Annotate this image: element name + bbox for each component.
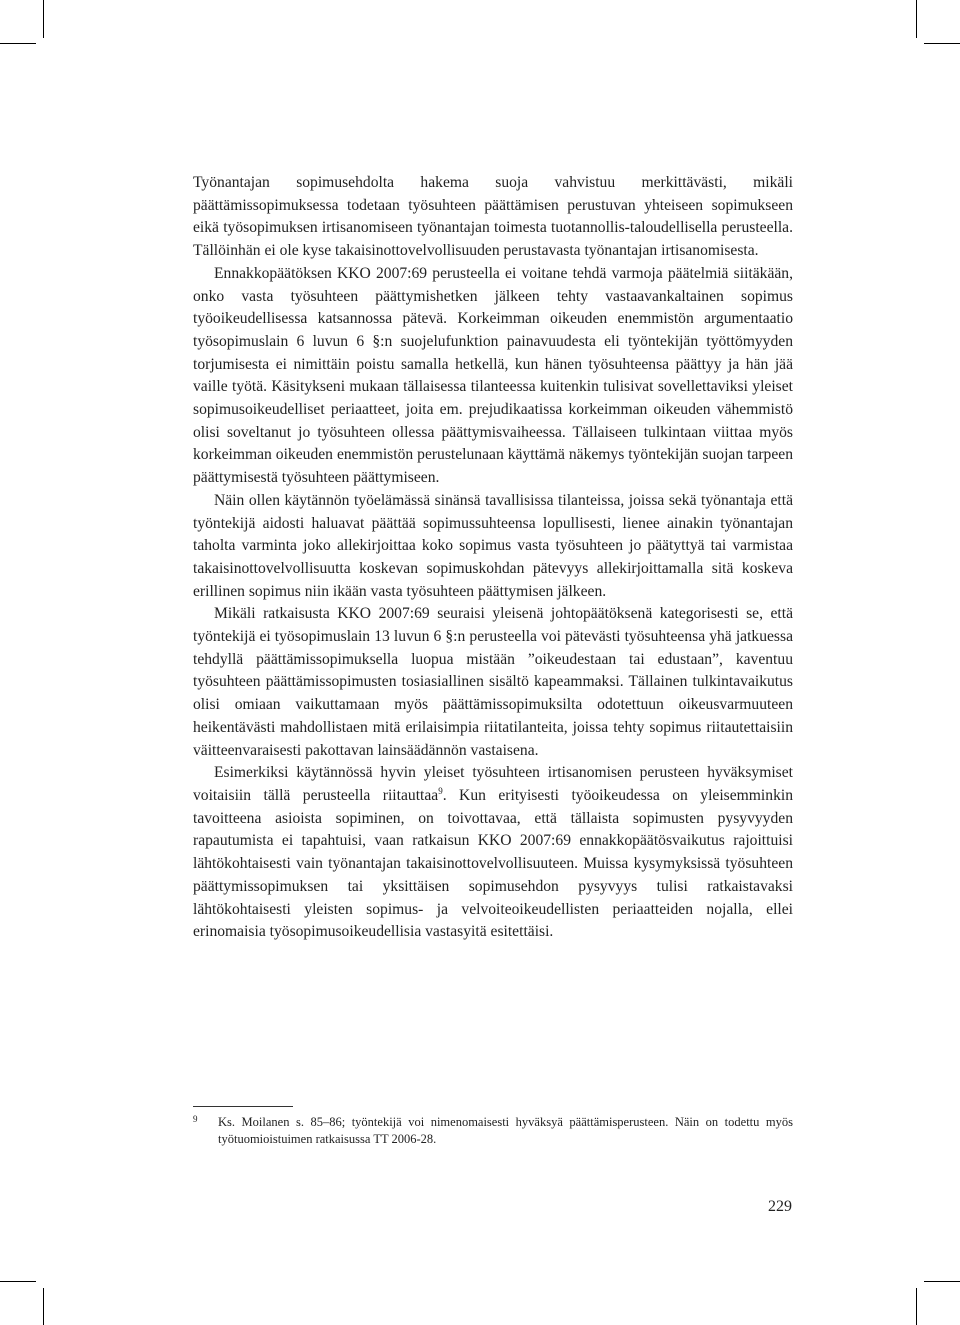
paragraph-with-footnote-ref [193,762,793,944]
crop-mark [924,1281,960,1282]
footnote-number: 9 [193,1114,198,1124]
paragraph-text: . Kun erityisesti työoikeudessa on yleisemminkin tavoitteena asioista sopiminen, on toivottavaa, että tällaista sopimusten pysyvyyden rapautumista ei tapahtuisi, vaan ratkaisun KKO 2007:69 ennakkopäätösvaikutus rajoittuisi lähtökohtaisesti vain työnantajan takaisinottovelvollisuuteen. Muissa kysymyksissä työsuhteen päättymissopimuksen tai yksittäisen sopimusehdon pysyvyys tulisi ratkaistavaksi lähtökohtaisesti yleisten sopimus- ja velvoiteoikeudellisten periaatteiden nojalla, ellei erinomaisia työsopimusoikeudellisia vastasyitä esitettäisi. [193,786,793,941]
footnote-divider [193,1106,293,1107]
crop-mark [0,43,36,44]
footnote-reference: 9 [438,785,443,796]
paragraph: Ennakkopäätöksen KKO 2007:69 perusteella ei voitane tehdä varmoja päätelmiä siitäkään, onko vasta työsuhteen päättymishetken jälkeen tehty vastaavankaltainen sopimus työoikeudellisessa katsannossa pätevä. Korkeimman oikeuden enemmistön argumentaatio työsopimuslain 6 luvun 6 §:n suojelufunktion painavuudesta eli työntekijän työttömyyden torjumisesta ei nimittäin poistu samalla hetkellä, kun hänen työsuhteensa päättyy ja hän jää vaille työtä. Käsitykseni mukaan tällaisessa tilanteessa kuitenkin tulisivat sovellettaviksi yleiset sopimusoikeudelliset periaatteet, joita em. prejudikaatissa korkeimman oikeuden vähemmistö olisi soveltanut jo työsuhteen ollessa päättymisvaiheessa. Tällaiseen tulkintaan viittaa myös korkeimman oikeuden enemmistön perustelunaan käyttämä näkemys työntekijän suojan tarpeen päättymisestä työsuhteen päättymiseen. [193,264,793,487]
crop-mark [924,43,960,44]
crop-mark [0,1281,36,1282]
page-number: 229 [768,1198,792,1215]
paragraph: Työnantajan sopimusehdolta hakema suoja vahvistuu merkittävästi, mikäli päättämissopimuksessa todetaan työsuhteen päättämisen perustuvan yhteiseen sopimukseen eikä työsopimuksen irtisanomiseen työnantajan toimesta tuotannollis-taloudellisella perusteella. Tällöinhän ei ole kyse takaisinottovelvollisuuden perustavasta työnantajan irtisanomisesta. [193,174,793,260]
crop-mark [43,1288,44,1325]
footnote [193,1114,793,1148]
body-text [193,172,793,944]
footnote-text: Ks. Moilanen s. 85–86; työntekijä voi nimenomaisesti hyväksyä päättämisperusteen. Näin on todettu myös työtuomioistuimen ratkaisussa TT 2006-28. [218,1115,793,1146]
crop-mark [43,0,44,38]
paragraph: Mikäli ratkaisusta KKO 2007:69 seuraisi yleisenä johtopäätöksenä kategorisesti se, että työntekijä ei työsopimuslain 13 luvun 6 §:n perusteella voi pätevästi työsuhteensa yhä jatkuessa tehdyllä päättämissopimuksella luopua mistään ”oikeudestaan tai edustaan”, kaventuu työsuhteen päättämissopimusten tosiasiallinen sisältö kapeammaksi. Tällainen tulkintavaikutus olisi omiaan vaikuttamaan myös päättämissopimuksilta odotettuun oikeusvarmuuteen heikentävästi mahdollistaen mitä erilaisimpia riitatilanteita, joissa tehty sopimus riitautettaisiin väitteenvaraisesti pakottavan lainsäädännön vastaisena. [193,605,793,759]
paragraph-text: Esimerkiksi käytännössä hyvin yleiset työsuhteen irtisanomisen perusteen hyväksymiset voitaisiin tällä perusteella riitauttaa [193,764,793,804]
crop-mark [916,1288,917,1325]
paragraph: Näin ollen käytännön työelämässä sinänsä tavallisissa tilanteissa, joissa sekä työnantaja että työntekijä aidosti haluavat päättää sopimussuhteensa lopullisesti, lienee ainakin työnantajan taholta varminta joko allekirjoittaa koko sopimus vasta työsuhteen jo päätyttyä tai varmistaa takaisinottovelvollisuutta koskevan sopimuskohdan pätevyys allekirjoittamalla sitä koskeva erillinen sopimus niin ikään vasta työsuhteen päättymisen jälkeen. [193,491,793,600]
crop-mark [916,0,917,38]
